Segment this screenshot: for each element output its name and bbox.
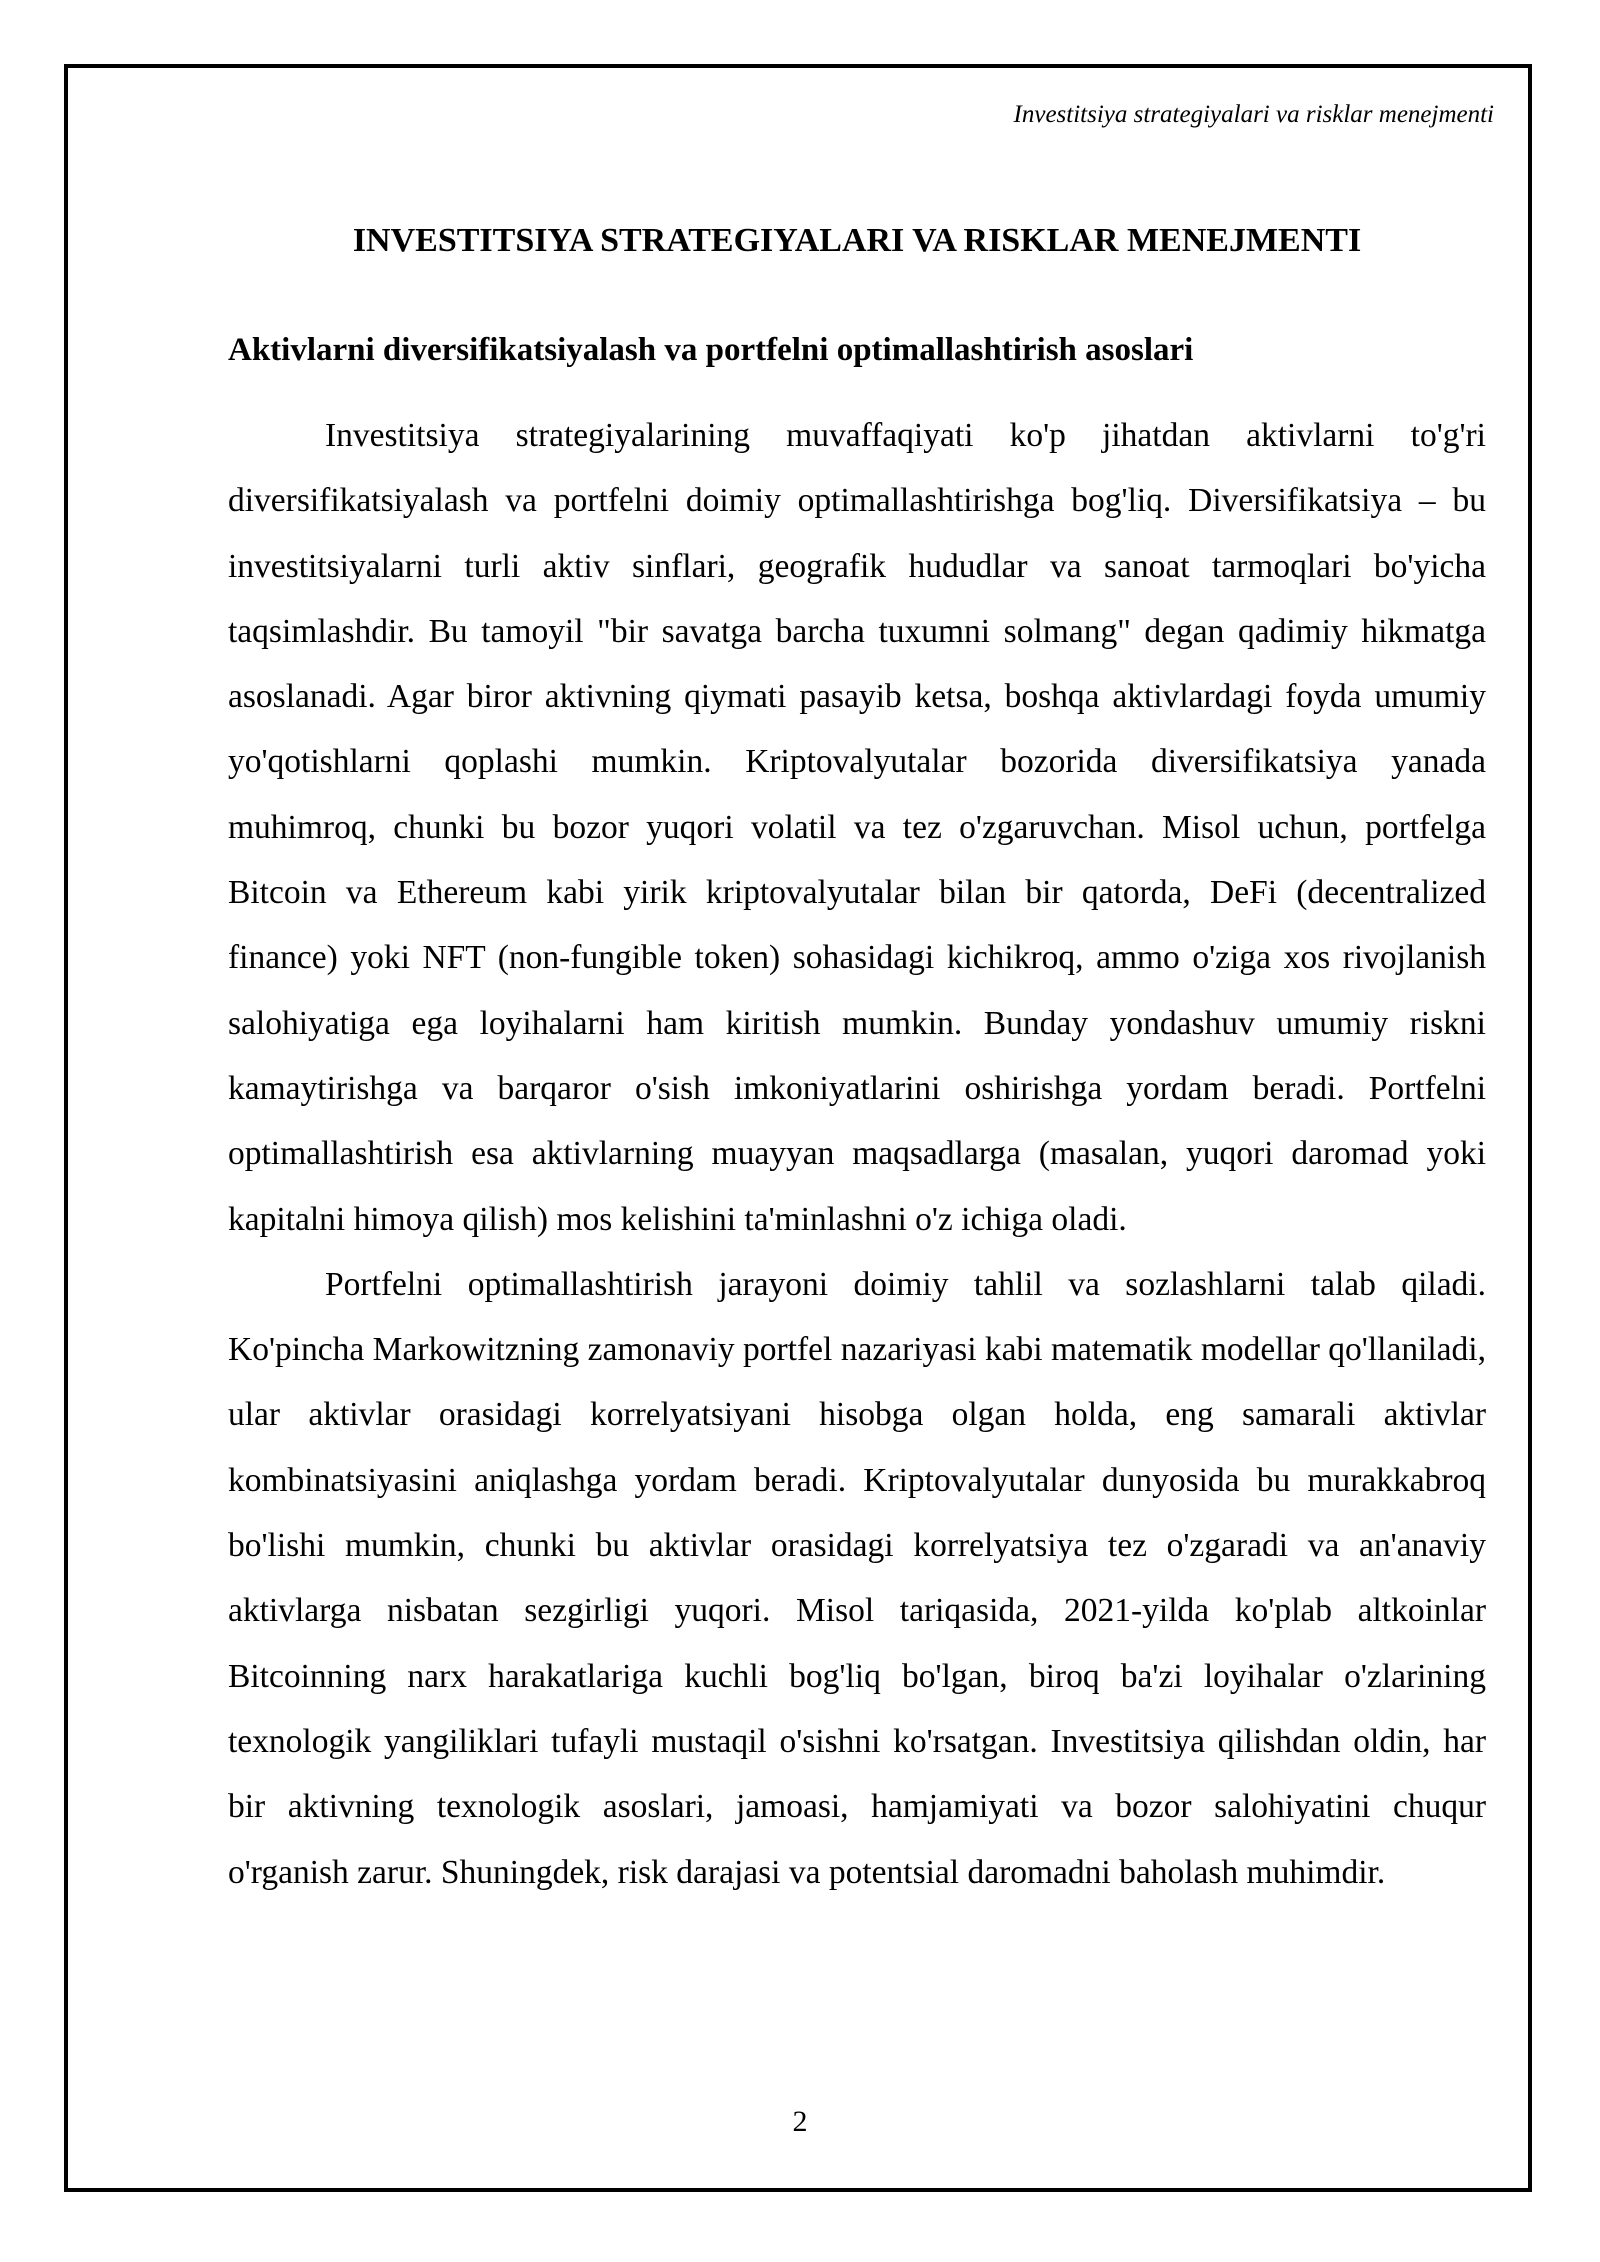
document-title: INVESTITSIYA STRATEGIYALARI VA RISKLAR MENEJMENTI xyxy=(352,222,1362,259)
body-text xyxy=(228,403,1486,1905)
paragraph: Investitsiya strategiyalarining muvaffaqiyati ko'p jihatdan aktivlarni to'g'ri diversifikatsiyalash va portfelni doimiy optimallashtirishga bog'liq. Diversifikatsiya – bu investitsiyalarni turli aktiv sinflari, geografik hududlar va sanoat tarmoqlari bo'yicha taqsimlashdir. Bu tamoyil "bir savatga barcha tuxumni solmang" degan qadimiy hikmatga asoslanadi. Agar biror aktivning qiymati pasayib ketsa, boshqa aktivlardagi foyda umumiy yo'qotishlarni qoplashi mumkin. Kriptovalyutalar bozorida diversifikatsiya yanada muhimroq, chunki bu bozor yuqori volatil va tez o'zgaruvchan. Misol uchun, portfelga Bitcoin va Ethereum kabi yirik kriptovalyutalar bilan bir qatorda, DeFi (decentralized finance) yoki NFT (non-fungible token) sohasidagi kichikroq, ammo o'ziga xos rivojlanish salohiyatiga ega loyihalarni ham kiritish mumkin. Bunday yondashuv umumiy riskni kamaytirishga va barqaror o'sish imkoniyatlarini oshirishga yordam beradi. Portfelni optimallashtirish esa aktivlarning muayyan maqsadlarga (masalan, yuqori daromad yoki kapitalni himoya qilish) mos kelishini ta'minlashni o'z ichiga oladi. xyxy=(228,417,1486,1238)
paragraph: Portfelni optimallashtirish jarayoni doimiy tahlil va sozlashlarni talab qiladi. Ko'pincha Markowitzning zamonaviy portfel nazariyasi kabi matematik modellar qo'llaniladi, ular aktivlar orasidagi korrelyatsiyani hisobga olgan holda, eng samarali aktivlar kombinatsiyasini aniqlashga yordam beradi. Kriptovalyutalar dunyosida bu murakkabroq bo'lishi mumkin, chunki bu aktivlar orasidagi korrelyatsiya tez o'zgaradi va an'anaviy aktivlarga nisbatan sezgirligi yuqori. Misol tariqasida, 2021-yilda ko'plab altkoinlar Bitcoinning narx harakatlariga kuchli bog'liq bo'lgan, biroq ba'zi loyihalar o'zlarining texnologik yangiliklari tufayli mustaqil o'sishni ko'rsatgan. Investitsiya qilishdan oldin, har bir aktivning texnologik asoslari, jamoasi, hamjamiyati va bozor salohiyatini chuqur o'rganish zarur. Shuningdek, risk darajasi va potentsial daromadni baholash muhimdir. xyxy=(228,1265,1486,1891)
section-heading: Aktivlarni diversifikatsiyalash va portfelni optimallashtirish asoslari xyxy=(228,332,1194,368)
running-header: Investitsiya strategiyalari va risklar menejmenti xyxy=(1013,101,1494,128)
page-number: 2 xyxy=(792,2105,808,2138)
